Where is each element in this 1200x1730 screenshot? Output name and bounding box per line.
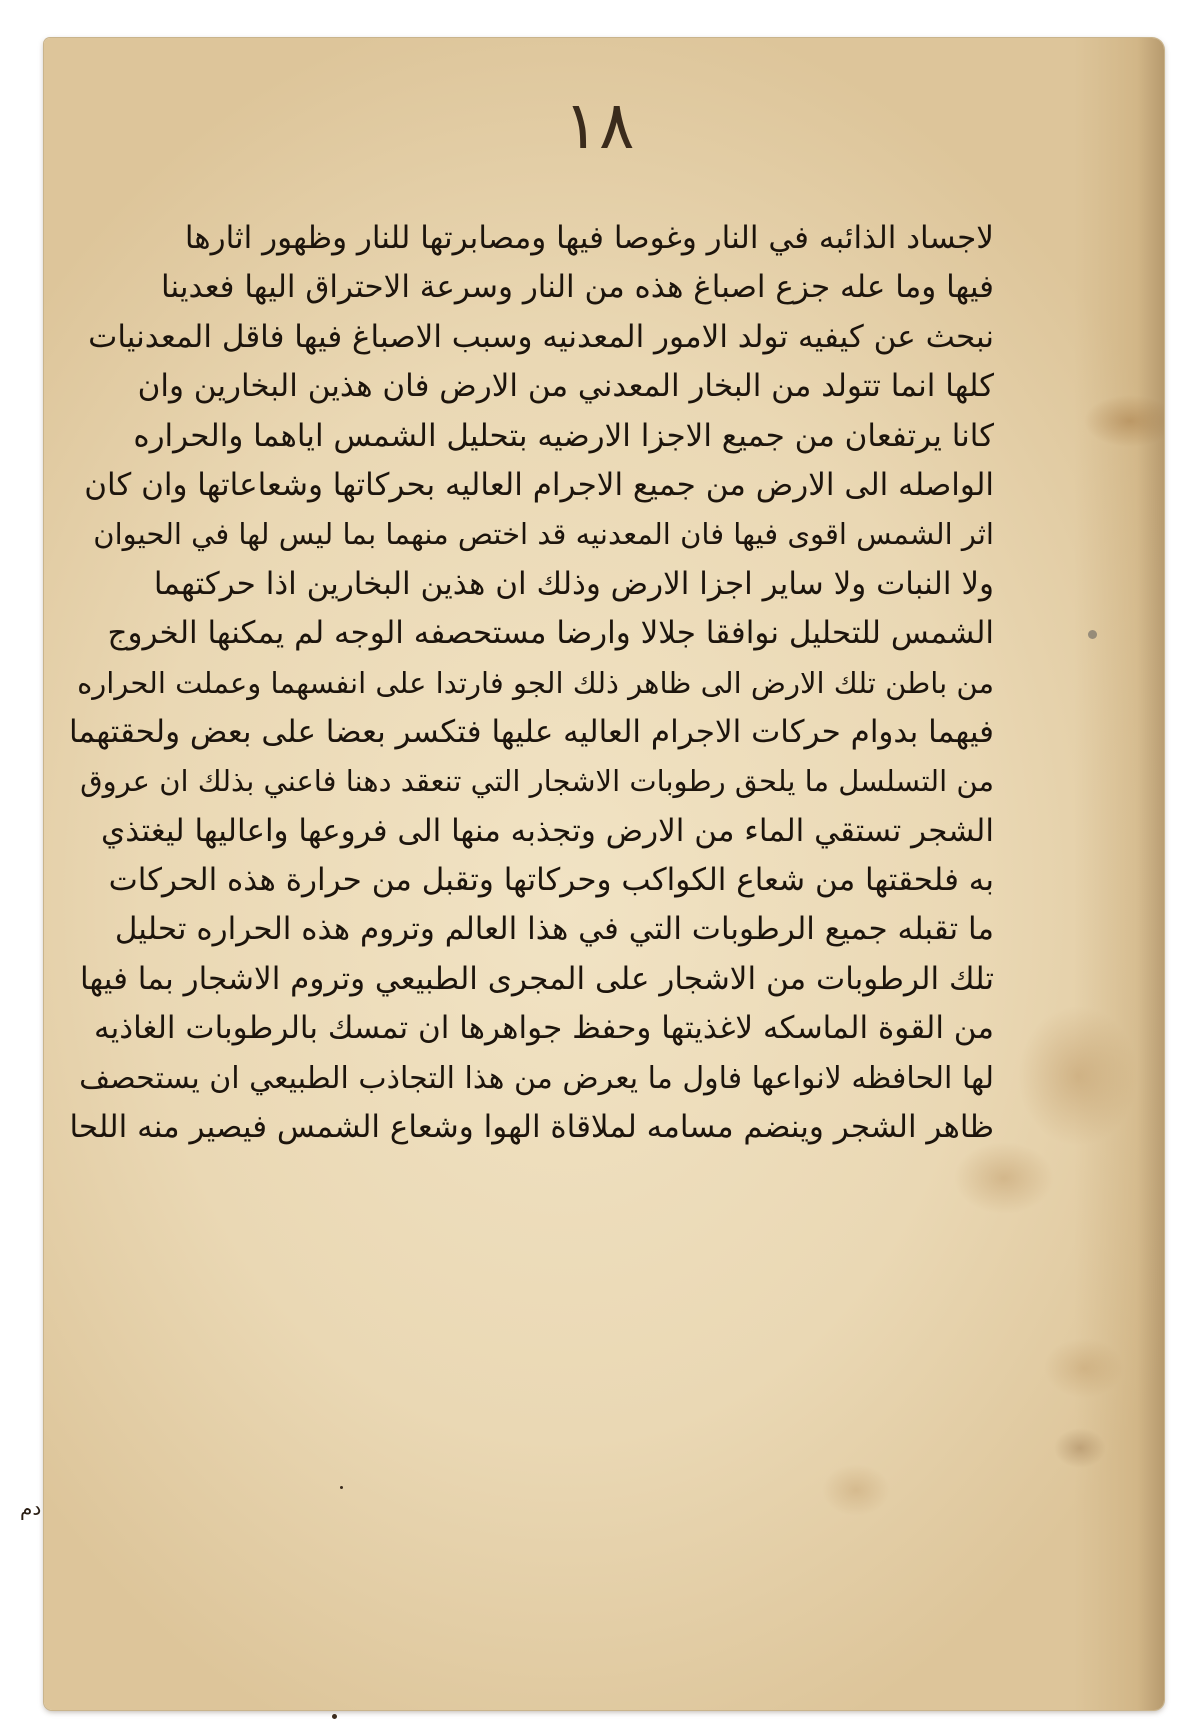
manuscript-line: لها الحافظه لانواعها فاول ما يعرض من هذا التجاذب الطبيعي ان يستحصف <box>79 1060 994 1096</box>
manuscript-line: من باطن تلك الارض الى ظاهر ذلك الجو فارتدا على انفسهما وعملت الحراره <box>77 665 994 700</box>
manuscript-line: ولا النبات ولا ساير اجزا الارض وذلك ان هذين البخارين اذا حركتهما <box>153 565 994 602</box>
manuscript-line: ظاهر الشجر وينضم مسامه لملاقاة الهوا وشعاع الشمس فيصير منه اللحا <box>69 1109 994 1146</box>
ink-speck <box>332 1714 337 1719</box>
manuscript-line: فيهما بدوام حركات الاجرام العاليه عليها فتكسر بعضا على بعض ولحقتهما <box>68 713 994 750</box>
manuscript-line: كلها انما تتولد من البخار المعدني من الارض فان هذين البخارين وان <box>137 368 994 405</box>
folio-number: ١٨ <box>563 87 635 164</box>
manuscript-line: ما تقبله جميع الرطوبات التي في هذا العالم وتروم هذه الحراره تحليل <box>114 911 994 948</box>
manuscript-line: الشمس للتحليل نوافقا جلالا وارضا مستحصفه الوجه لم يمكنها الخروج <box>107 615 994 652</box>
ink-speck <box>340 1486 343 1489</box>
manuscript-line: الواصله الى الارض من جميع الاجرام العاليه بحركاتها وشعاعاتها وان كان <box>84 466 994 503</box>
manuscript-line: فيها وما عله جزع اصباغ هذه من النار وسرعة الاحتراق اليها فعدينا <box>161 269 994 306</box>
ink-stain <box>1088 630 1097 639</box>
manuscript-line: من القوة الماسكه لاغذيتها وحفظ جواهرها ان تمسك بالرطوبات الغاذيه <box>94 1010 994 1047</box>
page-edge-shading <box>1074 38 1164 1710</box>
manuscript-page <box>20 38 1164 1710</box>
manuscript-text-block <box>64 214 994 1152</box>
manuscript-line: من التسلسل ما يلحق رطوبات الاشجار التي تنعقد دهنا فاعني بذلك ان عروق <box>80 764 994 799</box>
manuscript-line: نبحث عن كيفيه تولد الامور المعدنيه وسبب الاصباغ فيها فاقل المعدنيات <box>88 318 994 355</box>
manuscript-line: تلك الرطوبات من الاشجار على المجرى الطبيعي وتروم الاشجار بما فيها <box>80 960 994 997</box>
margin-note: دم <box>20 1496 42 1520</box>
manuscript-line: اثر الشمس اقوى فيها فان المعدنيه قد اختص منهما بما ليس لها في الحيوان <box>93 517 994 552</box>
manuscript-line: كانا يرتفعان من جميع الاجزا الارضيه بتحليل الشمس اياهما والحراره <box>133 417 994 454</box>
manuscript-line: لاجساد الذائبه في النار وغوصا فيها ومصابرتها للنار وظهور اثارها <box>184 220 994 256</box>
manuscript-line: الشجر تستقي الماء من الارض وتجذبه منها الى فروعها واعاليها ليغتذي <box>100 812 994 849</box>
manuscript-line: به فلحقتها من شعاع الكواكب وحركاتها وتقبل من حرارة هذه الحركات <box>108 862 994 899</box>
